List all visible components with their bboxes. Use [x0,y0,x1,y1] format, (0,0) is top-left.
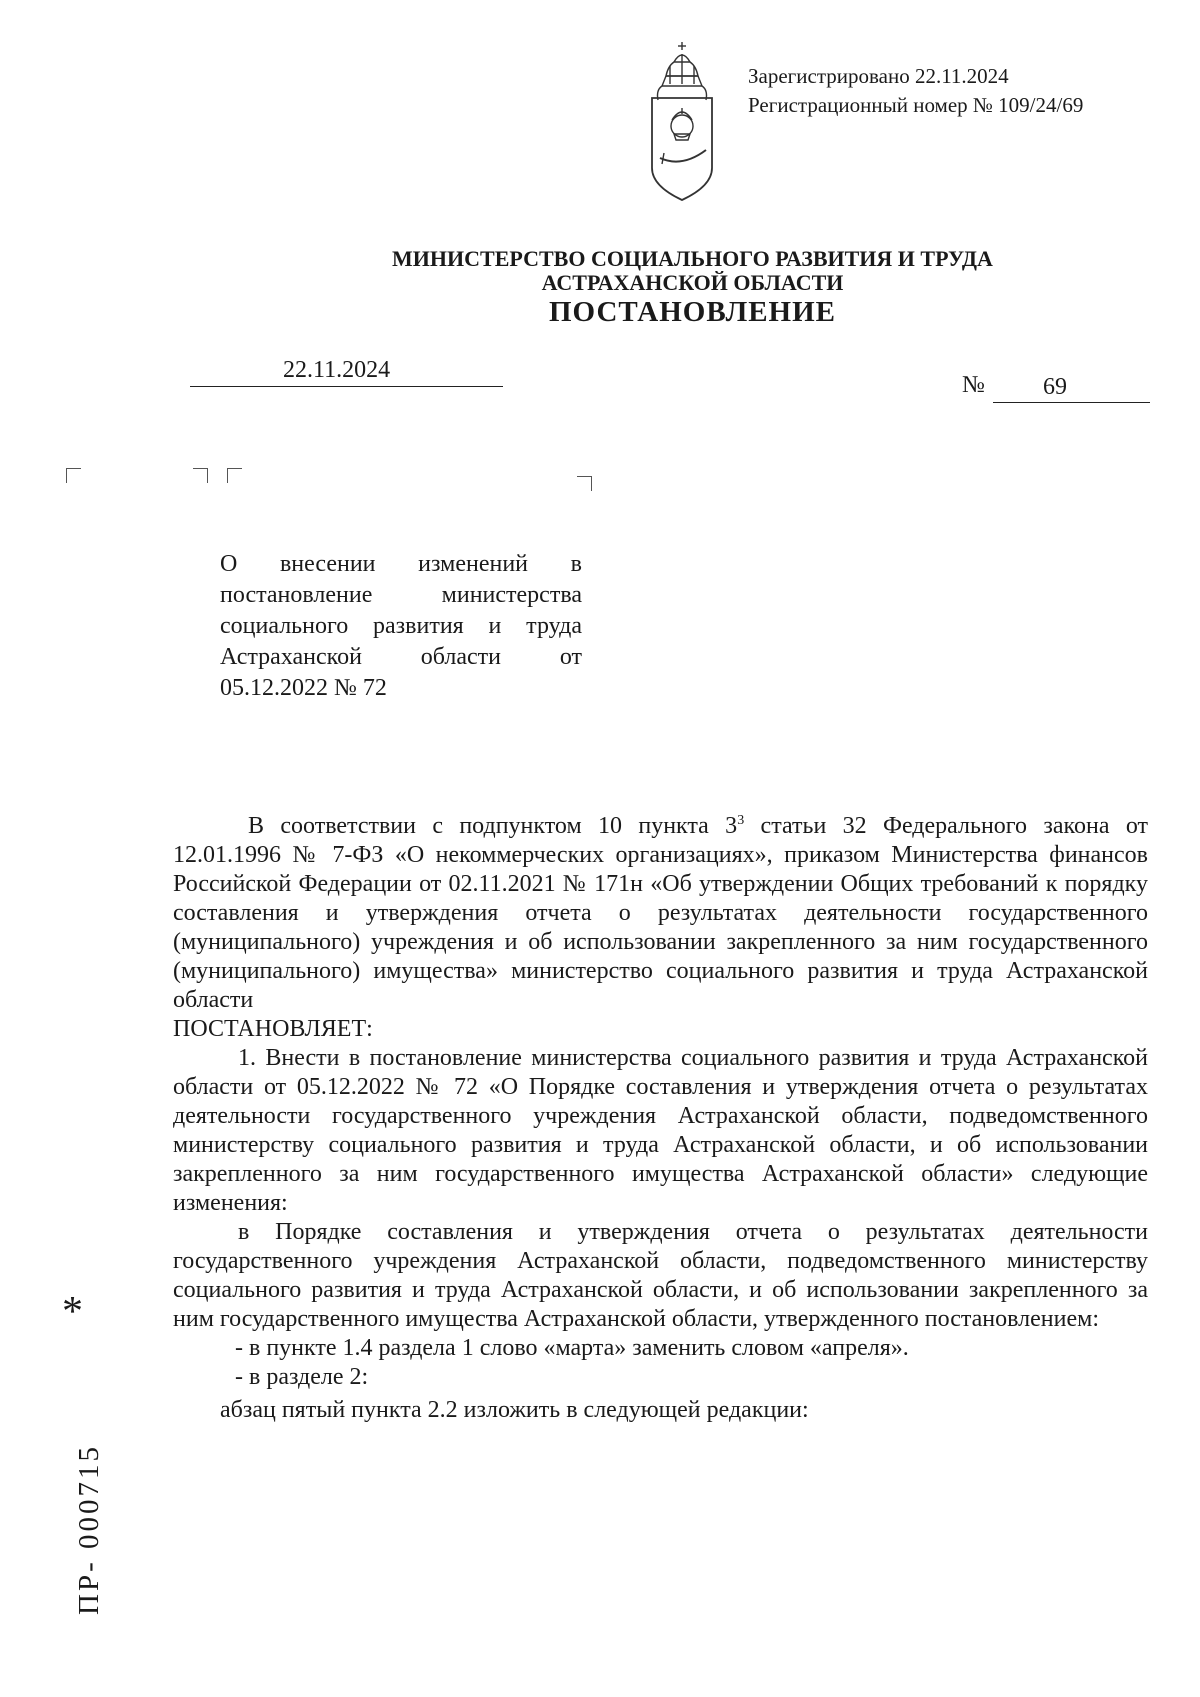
number-underline [993,402,1150,403]
document-body [173,812,1148,1425]
change-item-3: абзац пятый пункта 2.2 изложить в следующей редакции: [220,1397,809,1423]
change-item-2: - в разделе 2: [235,1364,369,1390]
corner-mark [193,468,208,483]
number-sign: № [962,372,985,398]
preamble-text-a: В соответствии с подпунктом 10 пункта 3 [248,813,738,839]
ministry-line-2: АСТРАХАНСКОЙ ОБЛАСТИ [541,270,844,295]
preamble-superscript: 3 [737,813,745,828]
change-item-1: - в пункте 1.4 раздела 1 слово «марта» заменить словом «апреля». [235,1335,909,1361]
document-number: 69 [1043,374,1067,400]
document-date: 22.11.2024 [283,357,391,383]
corner-mark [227,468,242,483]
resolves-heading: ПОСТАНОВЛЯЕТ: [173,1016,373,1042]
corner-mark [66,468,81,483]
corner-mark [577,476,592,491]
registration-date: Зарегистрировано 22.11.2024 [748,64,1009,88]
preamble-paragraph [173,812,1148,1015]
margin-asterisk: * [62,1289,83,1335]
registration-number: Регистрационный номер № 109/24/69 [748,93,1084,117]
margin-registry-stamp: ПР- 000715 [73,1444,105,1615]
document-type: ПОСТАНОВЛЕНИЕ [548,296,836,328]
document-subject: О внесении изменений в постановление министерства социального развития и труда Астраханской области от 05.12.2022 № 72 [220,551,582,701]
registration-stamp [748,62,1083,120]
coat-of-arms-icon [648,40,716,202]
clause-1-procedure: в Порядке составления и утверждения отчета о результатах деятельности государственного учреждения Астраханской области, подведомственного министерству социального развития и труда Астраханской области, и об использовании закрепленного за ним государственного имущества Астраханской области, утвержденного постановлением: [173,1219,1148,1332]
ministry-line-1: МИНИСТЕРСТВО СОЦИАЛЬНОГО РАЗВИТИЯ И ТРУДА [392,246,993,271]
clause-1: 1. Внести в постановление министерства социального развития и труда Астраханской области от 05.12.2022 № 72 «О Порядке составления и утверждения отчета о результатах деятельности государственного учреждения Астраханской области, подведомственного министерству социального развития и труда Астраханской области, и об использовании закрепленного за ним государственного имущества Астраханской области» следующие изменения: [173,1045,1148,1216]
date-underline [190,386,503,387]
preamble-text-b: статьи 32 Федерального закона от 12.01.1996 № 7-ФЗ «О некоммерческих организациях», приказом Министерства финансов Российской Федерации от 02.11.2021 № 171н «Об утверждении Общих требований к порядку составления и утверждения отчета о результатах деятельности государственного (муниципального) учреждения и об использовании закрепленного за ним государственного (муниципального) имущества» министерство социального развития и труда Астраханской области [173,813,1148,1013]
